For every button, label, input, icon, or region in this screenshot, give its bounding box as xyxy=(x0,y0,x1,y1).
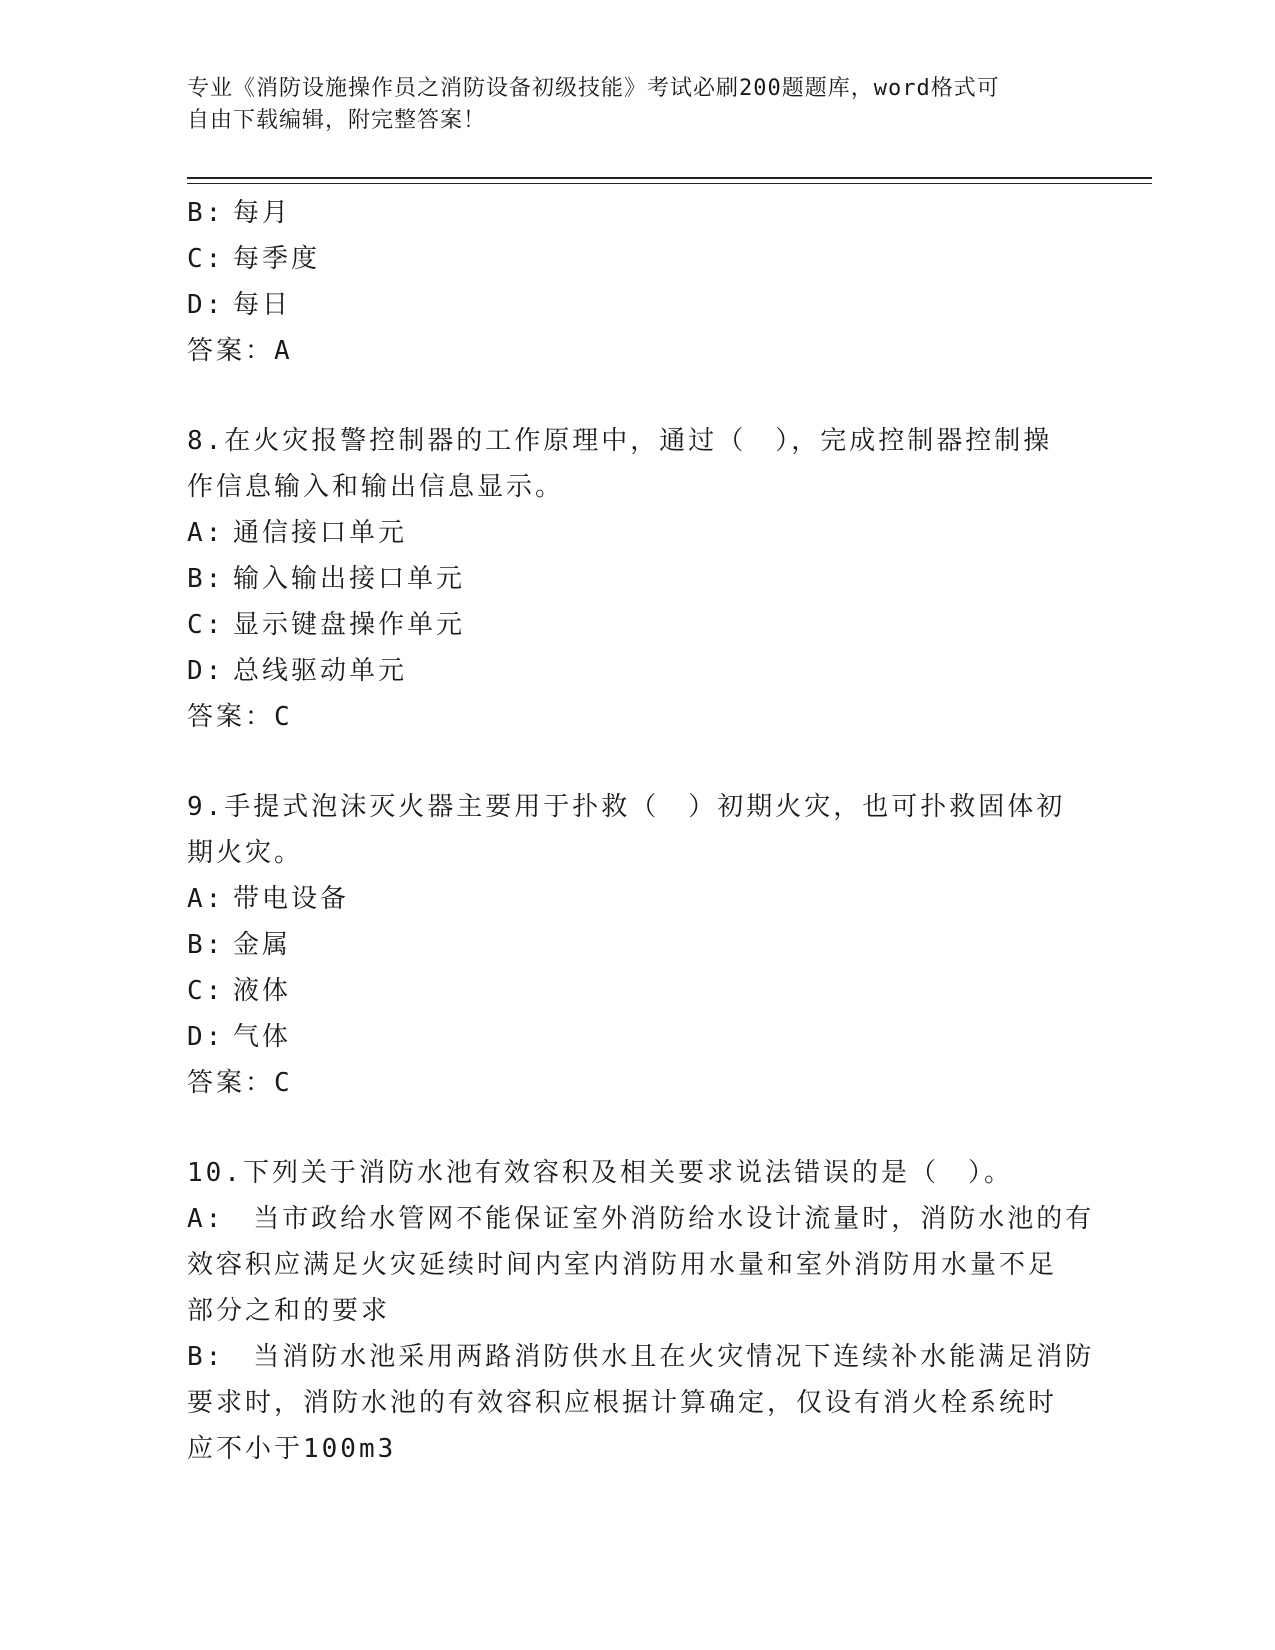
option-d xyxy=(187,648,1087,694)
question-stem-line: 期火灾。 xyxy=(187,838,304,868)
option-label: C: xyxy=(187,610,225,640)
answer-line: 答案：C xyxy=(187,1068,293,1098)
option-label: D: xyxy=(187,656,225,686)
option-d xyxy=(187,1014,1087,1060)
option-text: 每季度 xyxy=(233,244,321,274)
option-text-line: 应不小于100m3 xyxy=(187,1434,397,1464)
option-text: 每月 xyxy=(233,198,292,228)
question-stem-line: 8.在火灾报警控制器的工作原理中，通过（ ），完成控制器控制操 xyxy=(187,426,1053,456)
question-stem-line: 10.下列关于消防水池有效容积及相关要求说法错误的是（ ）。 xyxy=(187,1158,1013,1188)
question-stem-line: 9.手提式泡沫灭火器主要用于扑救（ ）初期火灾，也可扑救固体初 xyxy=(187,792,1066,822)
option-text-line: B: 当消防水池采用两路消防供水且在火灾情况下连续补水能满足消防 xyxy=(187,1342,1095,1372)
option-text: 总线驱动单元 xyxy=(233,656,408,686)
option-a xyxy=(187,510,1087,556)
question-9 xyxy=(187,784,1087,1106)
option-label: D: xyxy=(187,290,225,320)
option-c xyxy=(187,236,1087,282)
question-content xyxy=(187,190,1095,1472)
header-line-2: 自由下载编辑，附完整答案！ xyxy=(187,108,487,133)
answer-line: 答案：A xyxy=(187,336,293,366)
option-c xyxy=(187,968,1087,1014)
option-text-line: 效容积应满足火灾延续时间内室内消防用水量和室外消防用水量不足 xyxy=(187,1250,1058,1280)
question-10 xyxy=(187,1150,1095,1472)
option-text-line: A: 当市政给水管网不能保证室外消防给水设计流量时，消防水池的有 xyxy=(187,1204,1095,1234)
option-text: 显示键盘操作单元 xyxy=(233,610,466,640)
option-a xyxy=(187,1196,1095,1334)
option-a xyxy=(187,876,1087,922)
option-label: A: xyxy=(187,884,225,914)
option-c xyxy=(187,602,1087,648)
document-header xyxy=(187,73,1067,137)
option-label: C: xyxy=(187,976,225,1006)
option-text: 输入输出接口单元 xyxy=(233,564,466,594)
option-label: A: xyxy=(187,518,225,548)
header-divider-thin xyxy=(187,183,1152,184)
option-d xyxy=(187,282,1087,328)
answer-line: 答案：C xyxy=(187,702,293,732)
question-7-tail xyxy=(187,190,1087,374)
spacer xyxy=(187,1106,1087,1150)
option-text: 带电设备 xyxy=(233,884,350,914)
option-label: B: xyxy=(187,564,225,594)
option-text-line: 部分之和的要求 xyxy=(187,1296,391,1326)
spacer xyxy=(187,374,1087,418)
option-text: 液体 xyxy=(233,976,292,1006)
option-label: B: xyxy=(187,930,225,960)
option-b xyxy=(187,922,1087,968)
option-text: 每日 xyxy=(233,290,292,320)
option-label: B: xyxy=(187,198,225,228)
spacer xyxy=(187,740,1087,784)
option-b xyxy=(187,1334,1095,1472)
question-stem-line: 作信息输入和输出信息显示。 xyxy=(187,472,565,502)
question-8 xyxy=(187,418,1087,740)
option-text: 通信接口单元 xyxy=(233,518,408,548)
option-b xyxy=(187,556,1087,602)
option-text-line: 要求时，消防水池的有效容积应根据计算确定，仅设有消火栓系统时 xyxy=(187,1388,1058,1418)
header-line-1: 专业《消防设施操作员之消防设备初级技能》考试必刷200题题库，word格式可 xyxy=(187,76,1000,101)
option-label: D: xyxy=(187,1022,225,1052)
option-b xyxy=(187,190,1087,236)
option-text: 金属 xyxy=(233,930,292,960)
header-divider-thick xyxy=(187,177,1152,179)
option-label: C: xyxy=(187,244,225,274)
option-text: 气体 xyxy=(233,1022,292,1052)
